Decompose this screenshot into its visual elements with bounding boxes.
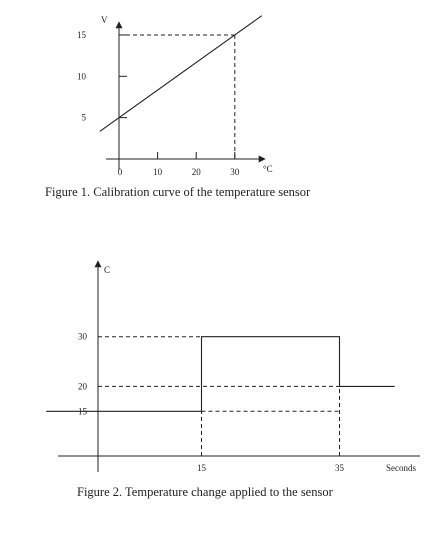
- x-axis-label: °C: [263, 164, 273, 174]
- figure-1-calibration-chart: [45, 15, 311, 199]
- x-tick-label: 15: [197, 463, 206, 473]
- figure-2-temperature-step-chart: [46, 261, 420, 499]
- figure-2-caption: Figure 2. Temperature change applied to the sensor: [77, 485, 333, 499]
- x-tick-label: 35: [335, 463, 344, 473]
- x-tick-label: 10: [153, 167, 163, 177]
- x-axis-label: Seconds: [386, 463, 416, 473]
- y-axis-label: C: [104, 265, 111, 275]
- y-tick-label: 15: [77, 29, 86, 40]
- y-tick-label: 5: [81, 112, 86, 123]
- y-tick-label: 10: [77, 71, 86, 82]
- temperature-step-line: [46, 337, 394, 412]
- x-tick-label: 20: [191, 167, 201, 177]
- calibration-line: [100, 16, 262, 132]
- y-tick-label: 15: [78, 406, 87, 417]
- y-axis-label: V: [101, 15, 108, 25]
- figure-1-caption: Figure 1. Calibration curve of the temperature sensor: [45, 185, 311, 199]
- x-tick-label: 0: [117, 167, 123, 177]
- y-tick-label: 30: [78, 331, 87, 342]
- y-tick-label: 20: [78, 381, 87, 392]
- x-tick-label: 30: [230, 167, 240, 177]
